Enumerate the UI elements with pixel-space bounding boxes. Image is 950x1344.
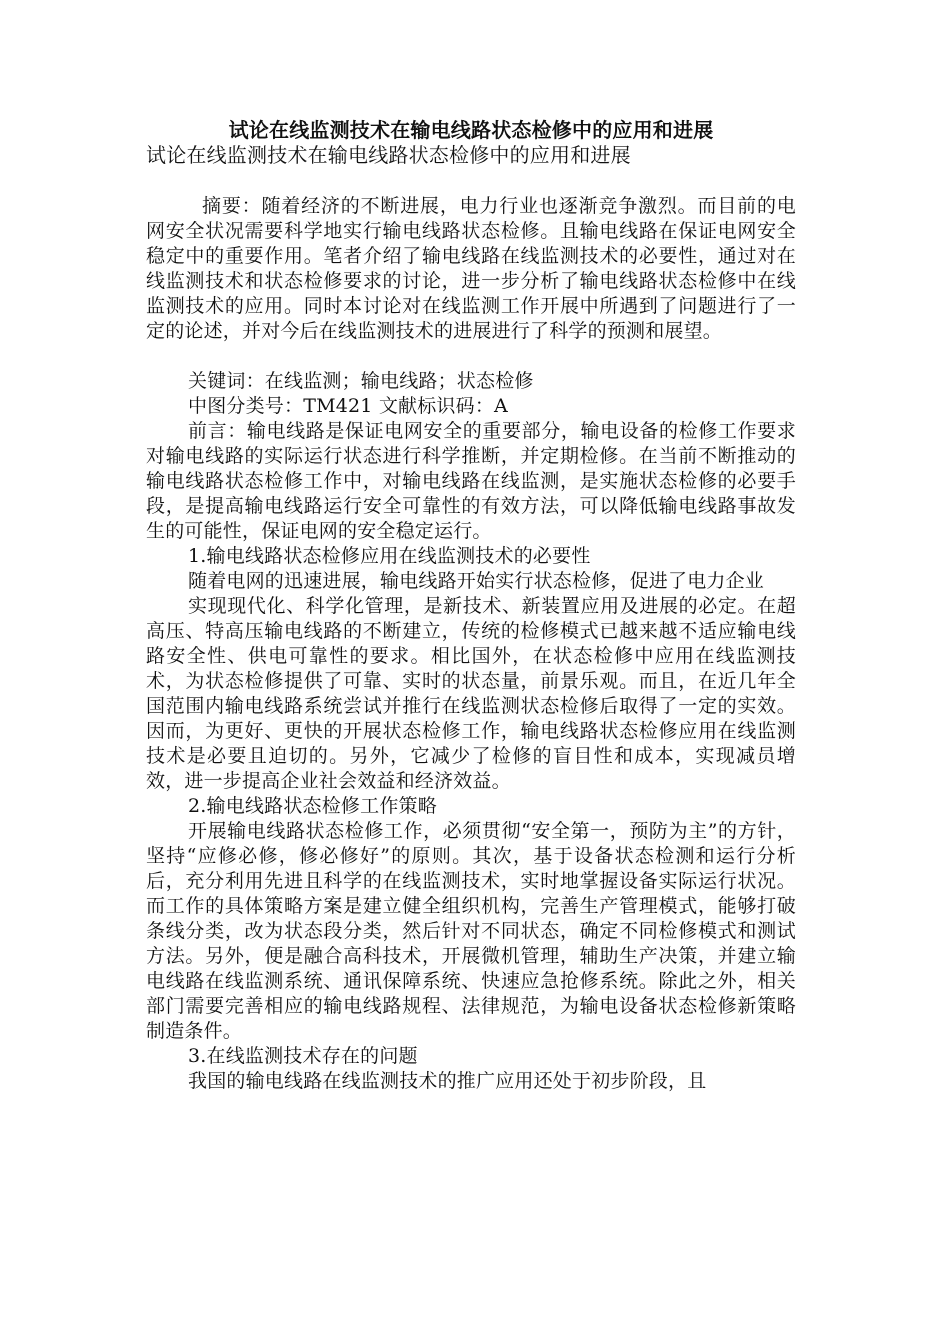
section-3-paragraph-1: 我国的输电线路在线监测技术的推广应用还处于初步阶段，且 — [188, 1070, 707, 1092]
document-subtitle: 试论在线监测技术在输电线路状态检修中的应用和进展 — [146, 143, 631, 167]
abstract-paragraph: 摘要：随着经济的不断进展，电力行业也逐渐竞争激烈。而目前的电网安全状况需要科学地实行输电线路状态检修。且输电线路在保证电网安全稳定中的重要作用。笔者介绍了输电线路在线监测技术的必要性，通过对在线监测技术和状态检修要求的讨论，进一步分析了输电线路状态检修中在线监测技术的应用。同时本讨论对在线监测工作开展中所遇到了问题进行了一定的论述，并对今后在线监测技术的进展进行了科学的预测和展望。 — [146, 195, 796, 342]
section-3-heading: 3.在线监测技术存在的问题 — [188, 1045, 418, 1067]
document-title: 试论在线监测技术在输电线路状态检修中的应用和进展 — [228, 118, 714, 142]
section-1-paragraph-1: 随着电网的迅速进展，输电线路开始实行状态检修，促进了电力企业 — [188, 570, 765, 592]
blank-line — [146, 344, 796, 369]
document-body — [146, 118, 796, 1094]
keywords-line: 关键词：在线监测；输电线路；状态检修 — [188, 370, 534, 392]
section-1-heading: 1.输电线路状态检修应用在线监测技术的必要性 — [188, 545, 591, 567]
blank-line — [146, 168, 796, 194]
section-2-heading: 2.输电线路状态检修工作策略 — [188, 795, 437, 817]
classification-line: 中图分类号：TM421 文献标识码：A — [188, 395, 508, 417]
preface-paragraph: 前言：输电线路是保证电网安全的重要部分，输电设备的检修工作要求对输电线路的实际运行状态进行科学推断，并定期检修。在当前不断推动的输电线路状态检修工作中，对输电线路在线监测，是实施状态检修的必要手段，是提高输电线路运行安全可靠性的有效方法，可以降低输电线路事故发生的可能性，保证电网的安全稳定运行。 — [146, 420, 796, 542]
section-2-paragraph-1: 开展输电线路状态检修工作，必须贯彻“安全第一，预防为主”的方针，坚持“应修必修，修必修好”的原则。其次，基于设备状态检测和运行分析后，充分利用先进且科学的在线监测技术，实时地掌握设备实际运行状况。而工作的具体策略方案是建立健全组织机构，完善生产管理模式，能够打破条线分类，改为状态段分类，然后针对不同状态，确定不同检修模式和测试方法。另外，便是融合高科技术，开展微机管理，辅助生产决策，并建立输电线路在线监测系统、通讯保障系统、快速应急抢修系统。除此之外，相关部门需要完善相应的输电线路规程、法律规范，为输电设备状态检修新策略制造条件。 — [146, 820, 796, 1042]
section-1-paragraph-2: 实现现代化、科学化管理，是新技术、新装置应用及进展的必定。在超高压、特高压输电线路的不断建立，传统的检修模式已越来越不适应输电线路安全性、供电可靠性的要求。相比国外，在状态检修中应用在线监测技术，为状态检修提供了可靠、实时的状态量，前景乐观。而且，在近几年全国范围内输电线路系统尝试并推行在线监测状态检修后取得了一定的实效。因而，为更好、更快的开展状态检修工作，输电线路状态检修应用在线监测技术是必要且迫切的。另外，它减少了检修的盲目性和成本，实现减员增效，进一步提高企业社会效益和经济效益。 — [146, 595, 796, 792]
